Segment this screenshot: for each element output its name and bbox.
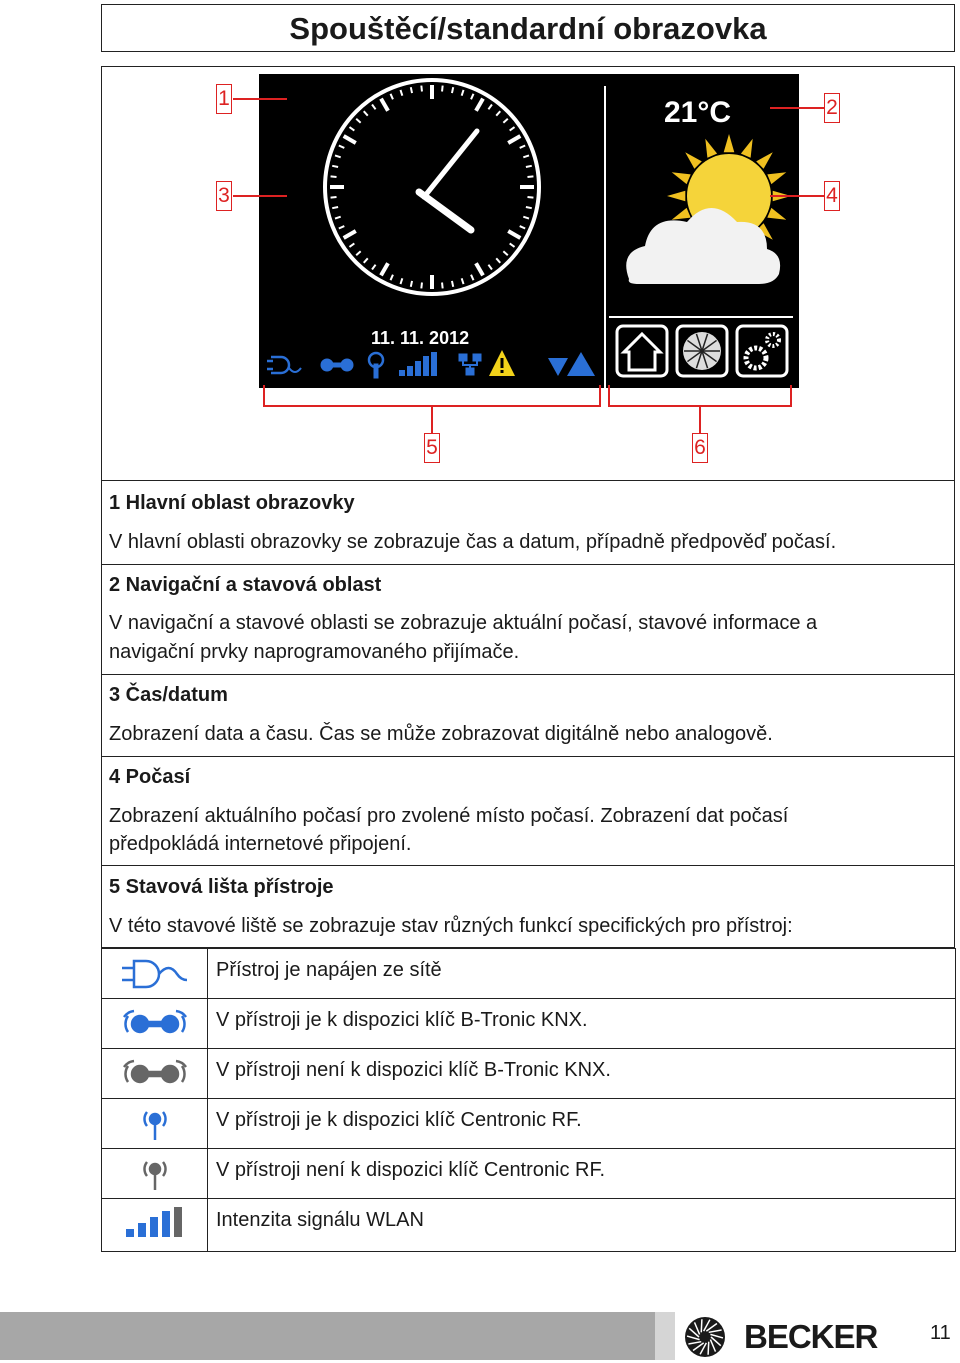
legend-row (102, 1099, 955, 1149)
legend-row (102, 999, 955, 1049)
nav-buttons (617, 326, 787, 376)
minute-hand (424, 131, 477, 197)
page-number: 11 (930, 1322, 951, 1344)
mains-plug-icon (102, 949, 208, 998)
section-5-heading: 5 Stavová lišta přístroje (109, 876, 334, 898)
section-1-text: V hlavní oblasti obrazovky se zobrazuje čas a datum, případně předpověď počasí. (109, 531, 837, 553)
screen-date: 11. 11. 2012 (371, 328, 470, 348)
mains-plug-icon (267, 357, 301, 373)
divider (101, 865, 955, 866)
btronic-knx-unavailable-icon (102, 1049, 208, 1098)
sun-protection-icon (548, 352, 595, 376)
legend-label: V přístroji je k dispozici klíč B-Tronic KNX. (216, 1009, 588, 1031)
status-icon-legend-table (101, 948, 956, 1252)
callout-1: 1 (216, 84, 232, 114)
settings-gears-icon (737, 326, 787, 376)
centronic-rf-available-icon (102, 1099, 208, 1148)
section-3-heading: 3 Čas/datum (109, 684, 228, 706)
centronic-rf-icon (369, 353, 383, 378)
legend-label: Intenzita signálu WLAN (216, 1209, 424, 1231)
divider (101, 756, 955, 757)
section-1-heading: 1 Hlavní oblast obrazovky (109, 492, 355, 514)
brand-logo: BECKER (744, 1318, 878, 1355)
hour-hand (419, 192, 471, 230)
legend-row (102, 1199, 955, 1251)
callout-3-line (233, 195, 287, 197)
legend-label: V přístroji není k dispozici klíč B-Tronic KNX. (216, 1059, 611, 1081)
legend-label: V přístroji není k dispozici klíč Centronic RF. (216, 1159, 606, 1181)
callout-3: 3 (216, 181, 232, 211)
divider (101, 674, 955, 675)
section-4-text-line-1: Zobrazení aktuálního počasí pro zvolené místo počasí. Zobrazení dat počasí (109, 805, 789, 827)
legend-label: Přístroj je napájen ze sítě (216, 959, 442, 981)
fan-icon (677, 326, 727, 376)
legend-row (102, 949, 955, 999)
section-5-text: V této stavové liště se zobrazuje stav různých funkcí specifických pro přístroj: (109, 915, 793, 937)
section-2-text-line-2: navigační prvky naprogramovaného přijímače. (109, 641, 520, 663)
footer-bar-accent (655, 1312, 675, 1360)
legend-row (102, 1049, 955, 1099)
title-box (101, 4, 955, 52)
btronic-knx-available-icon (102, 999, 208, 1048)
legend-label: V přístroji je k dispozici klíč Centronic RF. (216, 1109, 582, 1131)
warning-icon (489, 350, 515, 376)
wlan-signal-icon (102, 1199, 208, 1251)
bracket-6-stem (699, 407, 701, 433)
screen-graphics (259, 74, 799, 388)
callout-1-line (233, 98, 287, 100)
analog-clock (325, 80, 539, 294)
btronic-knx-icon (321, 359, 353, 371)
network-icon (459, 354, 481, 375)
centronic-rf-unavailable-icon (102, 1149, 208, 1198)
callout-6: 6 (692, 433, 708, 463)
screen-temperature: 21°C (664, 96, 732, 129)
becker-logo-icon (684, 1316, 726, 1358)
section-4-text-line-2: předpokládá internetové připojení. (109, 833, 412, 855)
legend-row (102, 1149, 955, 1199)
callout-4: 4 (824, 181, 840, 211)
section-2-heading: 2 Navigační a stavová oblast (109, 574, 382, 596)
bracket-6 (608, 385, 792, 407)
weather-sun-cloud-icon (626, 134, 791, 284)
wlan-signal-icon (399, 352, 437, 376)
section-3-text: Zobrazení data a času. Čas se může zobrazovat digitálně nebo analogově. (109, 723, 773, 745)
divider (101, 564, 955, 565)
bracket-5 (263, 385, 601, 407)
section-4-heading: 4 Počasí (109, 766, 191, 788)
bracket-5-stem (431, 407, 433, 433)
callout-4-line (770, 195, 824, 197)
section-2-text-line-1: V navigační a stavové oblasti se zobrazuje aktuální počasí, stavové informace a (109, 612, 818, 634)
home-icon (617, 326, 667, 376)
callout-5: 5 (424, 433, 440, 463)
callout-2-line (770, 107, 824, 109)
footer-bar (0, 1312, 655, 1360)
callout-2: 2 (824, 93, 840, 123)
status-bar-icons (267, 350, 595, 378)
device-screen (259, 74, 799, 388)
page-title: Spouštěcí/standardní obrazovka (289, 11, 767, 46)
